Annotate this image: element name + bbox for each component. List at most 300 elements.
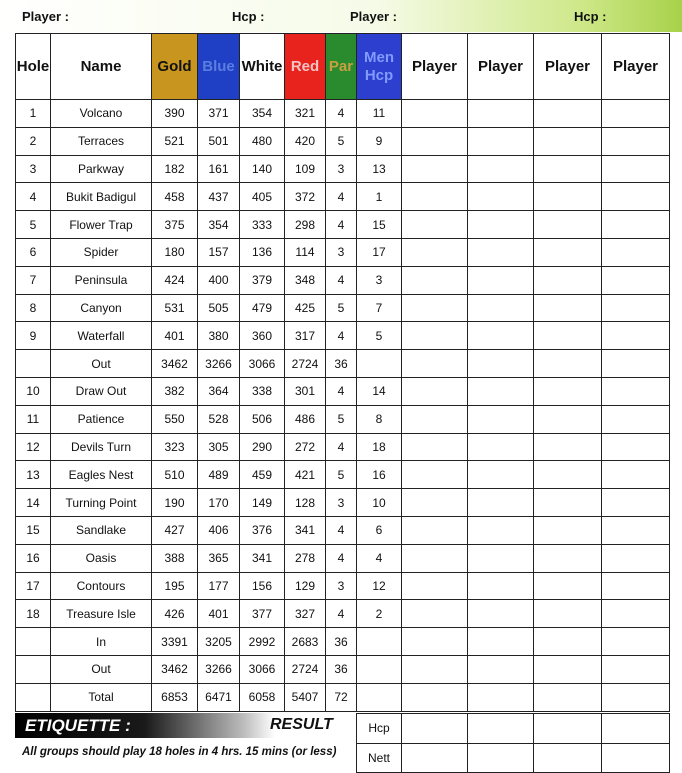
white-tee-yards: 405	[240, 183, 285, 211]
white-tee-yards: 140	[240, 155, 285, 183]
red-tee-summary: 5407	[285, 683, 326, 711]
hole-row	[16, 322, 670, 350]
white-tee-summary: 6058	[240, 683, 285, 711]
player-3-hole-cell[interactable]	[534, 405, 602, 433]
player-3-hole-cell[interactable]	[534, 489, 602, 517]
player-3-hole-cell[interactable]	[534, 433, 602, 461]
player-label-right: Player :	[350, 9, 397, 24]
hole-number: 9	[16, 322, 51, 350]
player-4-summary-cell[interactable]	[602, 655, 670, 683]
col-men-hcp-line1: Men	[364, 48, 394, 66]
player-3-nett-cell[interactable]	[534, 743, 602, 773]
red-tee-yards: 321	[285, 100, 326, 128]
blue-tee-yards: 401	[198, 600, 240, 628]
hole-name: Canyon	[51, 294, 152, 322]
hole-name: Terraces	[51, 127, 152, 155]
red-tee-yards: 298	[285, 211, 326, 239]
hole-number: 15	[16, 516, 51, 544]
player-1-hole-cell[interactable]	[402, 600, 468, 628]
total-row	[16, 655, 670, 683]
gold-tee-yards: 190	[152, 489, 198, 517]
hole-number: 6	[16, 238, 51, 266]
white-tee-yards: 360	[240, 322, 285, 350]
player-2-hole-cell[interactable]	[468, 516, 534, 544]
hole-handicap: 5	[357, 322, 402, 350]
red-tee-yards: 327	[285, 600, 326, 628]
player-3-summary-cell[interactable]	[534, 683, 602, 711]
player-3-hole-cell[interactable]	[534, 294, 602, 322]
blue-tee-yards: 400	[198, 266, 240, 294]
player-1-hole-cell[interactable]	[402, 572, 468, 600]
player-1-hole-cell[interactable]	[402, 461, 468, 489]
red-tee-summary: 2724	[285, 655, 326, 683]
gold-tee-yards: 401	[152, 322, 198, 350]
player-1-hole-cell[interactable]	[402, 211, 468, 239]
hole-par: 4	[326, 322, 357, 350]
player-2-hole-cell[interactable]	[468, 127, 534, 155]
player-4-hole-cell[interactable]	[602, 433, 670, 461]
blue-tee-yards: 170	[198, 489, 240, 517]
par-summary: 36	[326, 655, 357, 683]
hole-number: 2	[16, 127, 51, 155]
player-4-hole-cell[interactable]	[602, 100, 670, 128]
hole-number: 7	[16, 266, 51, 294]
gold-tee-yards: 180	[152, 238, 198, 266]
player-2-summary-cell[interactable]	[468, 683, 534, 711]
blue-tee-yards: 364	[198, 377, 240, 405]
player-4-hole-cell[interactable]	[602, 322, 670, 350]
red-tee-yards: 128	[285, 489, 326, 517]
player-2-hole-cell[interactable]	[468, 572, 534, 600]
player-3-hole-cell[interactable]	[534, 211, 602, 239]
hcp-label-left: Hcp :	[232, 9, 265, 24]
hole-par: 5	[326, 405, 357, 433]
hole-name: Eagles Nest	[51, 461, 152, 489]
hole-number: 18	[16, 600, 51, 628]
red-tee-yards: 425	[285, 294, 326, 322]
gold-tee-yards: 458	[152, 183, 198, 211]
blue-tee-yards: 371	[198, 100, 240, 128]
summary-label: Total	[51, 683, 152, 711]
player-2-hole-cell[interactable]	[468, 100, 534, 128]
blue-tee-yards: 437	[198, 183, 240, 211]
player-2-hole-cell[interactable]	[468, 405, 534, 433]
hole-name: Devils Turn	[51, 433, 152, 461]
player-3-hole-cell[interactable]	[534, 238, 602, 266]
player-1-hole-cell[interactable]	[402, 238, 468, 266]
player-1-hole-cell[interactable]	[402, 489, 468, 517]
player-2-hole-cell[interactable]	[468, 544, 534, 572]
player-3-hole-cell[interactable]	[534, 377, 602, 405]
hcp-row	[357, 714, 670, 744]
player-2-hole-cell[interactable]	[468, 238, 534, 266]
hole-name: Turning Point	[51, 489, 152, 517]
player-4-hole-cell[interactable]	[602, 489, 670, 517]
gold-tee-yards: 550	[152, 405, 198, 433]
hole-handicap: 4	[357, 544, 402, 572]
player-4-hole-cell[interactable]	[602, 238, 670, 266]
hole-name: Bukit Badigul	[51, 183, 152, 211]
hole-name: Spider	[51, 238, 152, 266]
hole-number: 1	[16, 100, 51, 128]
white-tee-yards: 376	[240, 516, 285, 544]
red-tee-yards: 486	[285, 405, 326, 433]
player-4-hole-cell[interactable]	[602, 600, 670, 628]
etiquette-title: ETIQUETTE :	[25, 716, 131, 735]
total-row	[16, 683, 670, 711]
gold-tee-yards: 382	[152, 377, 198, 405]
summary-label: Out	[51, 655, 152, 683]
player-3-hole-cell[interactable]	[534, 461, 602, 489]
player-1-hole-cell[interactable]	[402, 544, 468, 572]
hcp-summary-empty	[357, 683, 402, 711]
player-2-hole-cell[interactable]	[468, 155, 534, 183]
total-row	[16, 628, 670, 656]
player-1-hole-cell[interactable]	[402, 183, 468, 211]
hole-par: 4	[326, 544, 357, 572]
hole-par: 4	[326, 266, 357, 294]
gold-tee-summary: 3462	[152, 350, 198, 378]
player-4-hole-cell[interactable]	[602, 155, 670, 183]
white-tee-yards: 341	[240, 544, 285, 572]
hole-row	[16, 127, 670, 155]
red-tee-yards: 421	[285, 461, 326, 489]
hcp-label-right: Hcp :	[574, 9, 607, 24]
player-4-hole-cell[interactable]	[602, 572, 670, 600]
white-tee-yards: 479	[240, 294, 285, 322]
hole-name: Contours	[51, 572, 152, 600]
hole-number: 5	[16, 211, 51, 239]
white-tee-yards: 506	[240, 405, 285, 433]
hole-par: 4	[326, 100, 357, 128]
hole-handicap: 15	[357, 211, 402, 239]
hole-name: Patience	[51, 405, 152, 433]
blue-tee-summary: 3266	[198, 655, 240, 683]
blue-tee-yards: 528	[198, 405, 240, 433]
par-summary: 36	[326, 350, 357, 378]
white-tee-yards: 377	[240, 600, 285, 628]
hole-handicap: 18	[357, 433, 402, 461]
red-tee-yards: 317	[285, 322, 326, 350]
white-tee-summary: 2992	[240, 628, 285, 656]
player-4-hole-cell[interactable]	[602, 127, 670, 155]
player-3-summary-cell[interactable]	[534, 350, 602, 378]
player-1-hole-cell[interactable]	[402, 433, 468, 461]
hole-par: 5	[326, 461, 357, 489]
player-2-hole-cell[interactable]	[468, 211, 534, 239]
player-2-hole-cell[interactable]	[468, 433, 534, 461]
blue-tee-yards: 157	[198, 238, 240, 266]
red-tee-yards: 272	[285, 433, 326, 461]
hole-number: 8	[16, 294, 51, 322]
summary-label: In	[51, 628, 152, 656]
player-2-summary-cell[interactable]	[468, 350, 534, 378]
hole-par: 3	[326, 489, 357, 517]
player-4-hole-cell[interactable]	[602, 211, 670, 239]
etiquette-note: All groups should play 18 holes in 4 hrs. 15 mins (or less)	[22, 746, 337, 758]
blue-tee-yards: 365	[198, 544, 240, 572]
blue-tee-yards: 177	[198, 572, 240, 600]
player-1-summary-cell[interactable]	[402, 628, 468, 656]
hole-par: 4	[326, 600, 357, 628]
hole-handicap: 3	[357, 266, 402, 294]
blue-tee-summary: 3266	[198, 350, 240, 378]
white-tee-yards: 459	[240, 461, 285, 489]
gold-tee-summary: 3462	[152, 655, 198, 683]
blue-tee-yards: 161	[198, 155, 240, 183]
hole-row	[16, 433, 670, 461]
player-2-hcp-cell[interactable]	[468, 714, 534, 744]
col-white-tee: White	[240, 34, 285, 100]
player-2-hole-cell[interactable]	[468, 266, 534, 294]
player-3-hole-cell[interactable]	[534, 544, 602, 572]
hole-handicap: 16	[357, 461, 402, 489]
red-tee-yards: 301	[285, 377, 326, 405]
player-4-hole-cell[interactable]	[602, 294, 670, 322]
red-tee-yards: 109	[285, 155, 326, 183]
gold-tee-yards: 426	[152, 600, 198, 628]
player-2-hole-cell[interactable]	[468, 294, 534, 322]
hole-par: 5	[326, 127, 357, 155]
out-row	[16, 350, 670, 378]
hole-handicap: 1	[357, 183, 402, 211]
player-4-summary-cell[interactable]	[602, 683, 670, 711]
blue-tee-yards: 305	[198, 433, 240, 461]
white-tee-summary: 3066	[240, 350, 285, 378]
col-player-1: Player	[402, 34, 468, 100]
player-3-summary-cell[interactable]	[534, 655, 602, 683]
player-2-hole-cell[interactable]	[468, 600, 534, 628]
player-2-hole-cell[interactable]	[468, 461, 534, 489]
gold-tee-yards: 510	[152, 461, 198, 489]
scorecard-table	[15, 33, 670, 712]
hole-row	[16, 572, 670, 600]
player-2-hole-cell[interactable]	[468, 322, 534, 350]
col-blue-tee: Blue	[198, 34, 240, 100]
nett-label: Nett	[357, 743, 402, 773]
player-1-nett-cell[interactable]	[402, 743, 468, 773]
gold-tee-yards: 427	[152, 516, 198, 544]
empty-hole-cell	[16, 350, 51, 378]
col-men-hcp-line2: Hcp	[364, 66, 394, 84]
player-4-hole-cell[interactable]	[602, 516, 670, 544]
hole-handicap: 8	[357, 405, 402, 433]
hole-row	[16, 211, 670, 239]
hole-row	[16, 461, 670, 489]
player-1-hole-cell[interactable]	[402, 266, 468, 294]
white-tee-summary: 3066	[240, 655, 285, 683]
player-3-hole-cell[interactable]	[534, 516, 602, 544]
hole-row	[16, 516, 670, 544]
gold-tee-yards: 388	[152, 544, 198, 572]
red-tee-yards: 372	[285, 183, 326, 211]
player-3-hole-cell[interactable]	[534, 600, 602, 628]
white-tee-yards: 156	[240, 572, 285, 600]
par-summary: 72	[326, 683, 357, 711]
red-tee-yards: 278	[285, 544, 326, 572]
blue-tee-yards: 505	[198, 294, 240, 322]
hcp-summary-empty	[357, 350, 402, 378]
hole-row	[16, 266, 670, 294]
blue-tee-yards: 489	[198, 461, 240, 489]
hole-par: 4	[326, 211, 357, 239]
col-men-hcp	[357, 34, 402, 100]
hole-par: 3	[326, 238, 357, 266]
hole-handicap: 2	[357, 600, 402, 628]
player-1-hcp-cell[interactable]	[402, 714, 468, 744]
hole-name: Volcano	[51, 100, 152, 128]
hole-number: 13	[16, 461, 51, 489]
header-row	[16, 34, 670, 100]
player-1-hole-cell[interactable]	[402, 322, 468, 350]
white-tee-yards: 480	[240, 127, 285, 155]
hole-name: Waterfall	[51, 322, 152, 350]
player-3-hole-cell[interactable]	[534, 572, 602, 600]
gold-tee-yards: 521	[152, 127, 198, 155]
player-1-hole-cell[interactable]	[402, 127, 468, 155]
player-3-hole-cell[interactable]	[534, 100, 602, 128]
summary-label: Out	[51, 350, 152, 378]
hole-number: 11	[16, 405, 51, 433]
blue-tee-yards: 501	[198, 127, 240, 155]
hole-number: 4	[16, 183, 51, 211]
player-1-summary-cell[interactable]	[402, 350, 468, 378]
player-4-summary-cell[interactable]	[602, 350, 670, 378]
hole-row	[16, 294, 670, 322]
player-2-hole-cell[interactable]	[468, 183, 534, 211]
hole-par: 4	[326, 377, 357, 405]
white-tee-yards: 354	[240, 100, 285, 128]
hole-name: Draw Out	[51, 377, 152, 405]
hole-name: Peninsula	[51, 266, 152, 294]
hole-row	[16, 183, 670, 211]
red-tee-yards: 114	[285, 238, 326, 266]
hole-name: Flower Trap	[51, 211, 152, 239]
hole-handicap: 14	[357, 377, 402, 405]
player-2-hole-cell[interactable]	[468, 377, 534, 405]
hole-handicap: 9	[357, 127, 402, 155]
player-3-hole-cell[interactable]	[534, 266, 602, 294]
player-1-hole-cell[interactable]	[402, 377, 468, 405]
hole-row	[16, 238, 670, 266]
hcp-summary-empty	[357, 655, 402, 683]
player-2-summary-cell[interactable]	[468, 628, 534, 656]
col-player-3: Player	[534, 34, 602, 100]
gold-tee-yards: 390	[152, 100, 198, 128]
gold-tee-yards: 195	[152, 572, 198, 600]
col-name: Name	[51, 34, 152, 100]
player-2-summary-cell[interactable]	[468, 655, 534, 683]
player-4-hole-cell[interactable]	[602, 266, 670, 294]
player-3-hole-cell[interactable]	[534, 183, 602, 211]
empty-hole-cell	[16, 628, 51, 656]
hole-row	[16, 544, 670, 572]
player-3-hole-cell[interactable]	[534, 322, 602, 350]
red-tee-yards: 341	[285, 516, 326, 544]
player-1-hole-cell[interactable]	[402, 294, 468, 322]
white-tee-yards: 136	[240, 238, 285, 266]
player-2-nett-cell[interactable]	[468, 743, 534, 773]
hole-name: Treasure Isle	[51, 600, 152, 628]
gold-tee-summary: 6853	[152, 683, 198, 711]
player-3-summary-cell[interactable]	[534, 628, 602, 656]
hcp-label: Hcp	[357, 714, 402, 744]
player-4-hole-cell[interactable]	[602, 377, 670, 405]
player-4-hcp-cell[interactable]	[602, 714, 670, 744]
red-tee-yards: 129	[285, 572, 326, 600]
player-1-hole-cell[interactable]	[402, 516, 468, 544]
etiquette-banner	[15, 713, 275, 738]
hole-number: 17	[16, 572, 51, 600]
player-label-left: Player :	[22, 9, 69, 24]
red-tee-yards: 420	[285, 127, 326, 155]
col-par: Par	[326, 34, 357, 100]
gold-tee-yards: 323	[152, 433, 198, 461]
empty-hole-cell	[16, 655, 51, 683]
player-3-hole-cell[interactable]	[534, 155, 602, 183]
hole-row	[16, 405, 670, 433]
white-tee-yards: 149	[240, 489, 285, 517]
hole-par: 5	[326, 294, 357, 322]
player-1-summary-cell[interactable]	[402, 655, 468, 683]
hole-number: 12	[16, 433, 51, 461]
hole-handicap: 7	[357, 294, 402, 322]
hole-handicap: 13	[357, 155, 402, 183]
hole-number: 16	[16, 544, 51, 572]
blue-tee-summary: 6471	[198, 683, 240, 711]
hole-row	[16, 489, 670, 517]
player-1-summary-cell[interactable]	[402, 683, 468, 711]
white-tee-yards: 290	[240, 433, 285, 461]
player-4-nett-cell[interactable]	[602, 743, 670, 773]
player-1-hole-cell[interactable]	[402, 405, 468, 433]
player-1-hole-cell[interactable]	[402, 100, 468, 128]
player-4-hole-cell[interactable]	[602, 183, 670, 211]
player-3-hole-cell[interactable]	[534, 127, 602, 155]
hole-par: 4	[326, 183, 357, 211]
hole-handicap: 6	[357, 516, 402, 544]
gold-tee-yards: 531	[152, 294, 198, 322]
hcp-summary-empty	[357, 628, 402, 656]
player-4-summary-cell[interactable]	[602, 628, 670, 656]
hole-number: 14	[16, 489, 51, 517]
result-label: RESULT	[270, 716, 333, 733]
player-1-hole-cell[interactable]	[402, 155, 468, 183]
blue-tee-yards: 354	[198, 211, 240, 239]
red-tee-summary: 2724	[285, 350, 326, 378]
player-4-hole-cell[interactable]	[602, 544, 670, 572]
hole-row	[16, 100, 670, 128]
red-tee-yards: 348	[285, 266, 326, 294]
player-2-hole-cell[interactable]	[468, 489, 534, 517]
hole-handicap: 12	[357, 572, 402, 600]
hole-name: Oasis	[51, 544, 152, 572]
col-hole: Hole	[16, 34, 51, 100]
hole-row	[16, 155, 670, 183]
player-4-hole-cell[interactable]	[602, 461, 670, 489]
gold-tee-summary: 3391	[152, 628, 198, 656]
hole-number: 10	[16, 377, 51, 405]
blue-tee-yards: 380	[198, 322, 240, 350]
player-3-hcp-cell[interactable]	[534, 714, 602, 744]
gold-tee-yards: 424	[152, 266, 198, 294]
hole-par: 4	[326, 433, 357, 461]
hole-handicap: 11	[357, 100, 402, 128]
hole-par: 3	[326, 155, 357, 183]
par-summary: 36	[326, 628, 357, 656]
player-4-hole-cell[interactable]	[602, 405, 670, 433]
gold-tee-yards: 375	[152, 211, 198, 239]
